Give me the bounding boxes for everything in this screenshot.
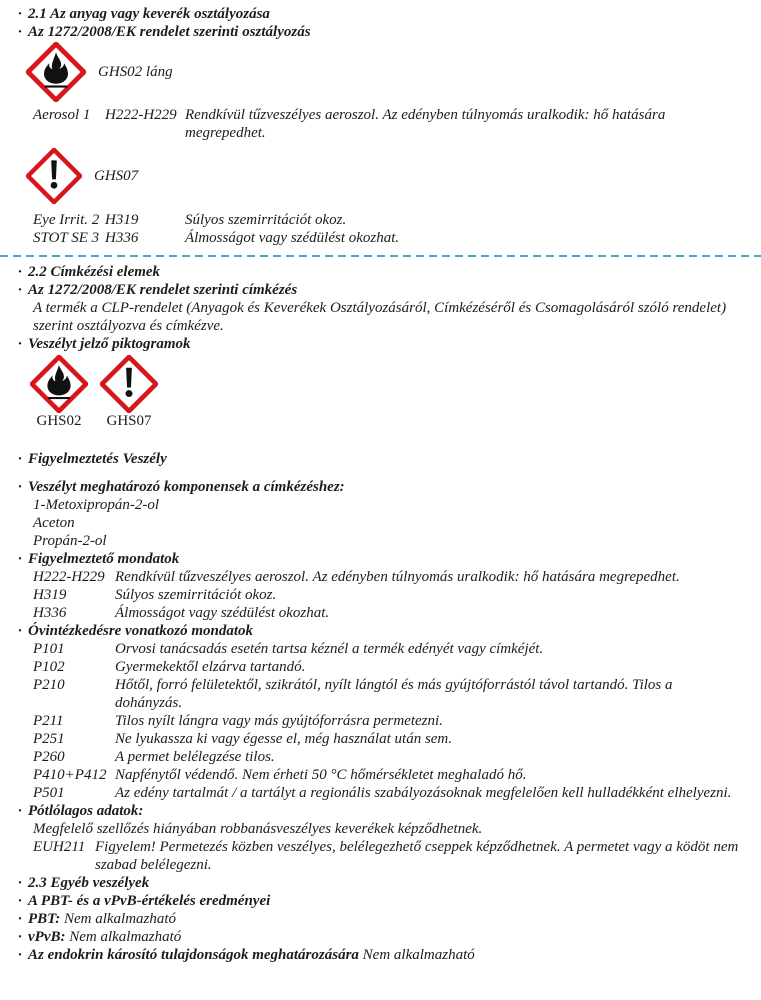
classification-row-aerosol — [33, 106, 743, 142]
hazard-class: Eye Irrit. 2 — [33, 212, 100, 228]
component-item: Aceton — [33, 515, 75, 531]
hazard-class: STOT SE 3 — [33, 230, 100, 246]
ghs02-pictogram-line — [26, 42, 743, 102]
bullet: · — [18, 947, 22, 963]
statement-text: A permet belélegzése tilos. — [115, 749, 275, 765]
additional-data-heading-text: Pótlólagos adatok: — [28, 803, 144, 819]
ghs07-pictogram-line — [26, 148, 743, 204]
components-heading-text: Veszélyt meghatározó komponensek a címkézéshez: — [28, 479, 345, 495]
statement-code: P251 — [33, 731, 65, 747]
statement-code: EUH211 — [33, 839, 86, 855]
statement-code: H222-H229 — [33, 569, 105, 585]
hazard-statements-heading — [20, 550, 743, 568]
classification-subtitle: Az 1272/2008/EK rendelet szerinti osztályozás — [28, 24, 311, 40]
ghs07-exclamation-pictogram-icon — [100, 355, 158, 413]
statement-text: Figyelem! Permetezés közben veszélyes, belélegezhető cseppek képződhetnek. A permetet vagy a ködöt nem szabad belélegezni. — [95, 839, 739, 873]
precaution-row — [33, 640, 743, 658]
pbt-vpvb-heading-text: A PBT- és a vPvB-értékelés eredményei — [28, 893, 271, 909]
ghs07-pictogram-label: GHS07 — [94, 168, 139, 184]
section-2-3-title: 2.3 Egyéb veszélyek — [28, 875, 150, 891]
classification-row-stot — [33, 229, 743, 247]
statement-text: Hőtől, forró felületektől, szikrától, nyílt lángtól és más gyújtóforrástól távol tartandó. Tilos a dohányzás. — [115, 677, 673, 711]
bullet: · — [18, 282, 22, 298]
hazard-statement-row — [33, 604, 743, 622]
statement-code: P410+P412 — [33, 767, 107, 783]
labeling-subheading — [20, 281, 743, 299]
statement-text: Súlyos szemirritációt okoz. — [115, 587, 277, 603]
statement-code: P102 — [33, 659, 65, 675]
statement-code: P260 — [33, 749, 65, 765]
labeling-paragraph: A termék a CLP-rendelet (Anyagok és Keverékek Osztályozásáról, Címkézéséről és Csomagolásáról szóló rendelet) szerint osztályozva és címkézve. — [33, 300, 727, 334]
bullet: · — [18, 6, 22, 22]
section-2-3-heading — [20, 874, 743, 892]
bullet: · — [18, 451, 22, 467]
statement-text: Ne lyukassza ki vagy égesse el, még használat után sem. — [115, 731, 453, 747]
statement-text: Tilos nyílt lángra vagy más gyújtóforrásra permetezni. — [115, 713, 443, 729]
hazard-statement-row — [33, 586, 743, 604]
section-2-2-heading — [20, 263, 743, 281]
ghs02-caption: GHS02 — [36, 413, 82, 429]
endocrine-value: Nem alkalmazható — [362, 947, 475, 963]
ghs02-flame-pictogram-icon — [26, 42, 86, 102]
statement-text: Az edény tartalmát / a tartályt a regionális szabályozásoknak megfelelően kell hulladékként elhelyezni. — [115, 785, 732, 801]
ghs02-flame-pictogram-icon — [30, 355, 88, 413]
hazard-statement-row — [33, 568, 743, 586]
hazard-class: Aerosol 1 — [33, 107, 91, 123]
bullet: · — [18, 893, 22, 909]
ghs02-pictogram-label: GHS02 láng — [98, 64, 173, 80]
dashed-section-separator — [0, 255, 761, 257]
statement-text: Gyermekektől elzárva tartandó. — [115, 659, 306, 675]
bullet: · — [18, 264, 22, 280]
components-heading — [20, 478, 743, 496]
bullet: · — [18, 551, 22, 567]
hazard-code: H336 — [105, 230, 139, 246]
statement-text: Orvosi tanácsadás esetén tartsa kéznél a termék edényét vagy címkéjét. — [115, 641, 544, 657]
statement-code: P501 — [33, 785, 65, 801]
statement-code: P210 — [33, 677, 65, 693]
pictograms-subtitle: Veszélyt jelző piktogramok — [28, 336, 191, 352]
component-item: Propán-2-ol — [33, 533, 107, 549]
precaution-statements-heading — [20, 622, 743, 640]
bullet: · — [18, 875, 22, 891]
statement-code: H319 — [33, 587, 67, 603]
hazard-text: Álmosságot vagy szédülést okozhat. — [185, 230, 400, 246]
precaution-row — [33, 784, 743, 802]
classification-subheading — [20, 23, 743, 41]
precaution-row — [33, 676, 743, 712]
signal-word-line — [20, 450, 743, 468]
hazard-text: Rendkívül tűzveszélyes aeroszol. Az edényben túlnyomás uralkodik: hő hatására megrepedhet. — [185, 107, 666, 141]
section-2-1-title: 2.1 Az anyag vagy keverék osztályozása — [28, 6, 270, 22]
ghs07-exclamation-pictogram-icon — [26, 148, 82, 204]
statement-code: P101 — [33, 641, 65, 657]
statement-text: Rendkívül tűzveszélyes aeroszol. Az edényben túlnyomás uralkodik: hő hatására megrepedhet. — [115, 569, 680, 585]
additional-data-text: Megfelelő szellőzés hiányában robbanásveszélyes keverékek képződhetnek. — [33, 821, 483, 837]
statement-text: Napfénytől védendő. Nem érheti 50 °C hőmérsékletet meghaladó hő. — [115, 767, 527, 783]
bullet: · — [18, 803, 22, 819]
additional-data-heading — [20, 802, 743, 820]
ghs07-caption: GHS07 — [106, 413, 152, 429]
signal-word-label: Figyelmeztetés — [28, 451, 119, 467]
bullet: · — [18, 911, 22, 927]
bullet: · — [18, 24, 22, 40]
pbt-vpvb-heading — [20, 892, 743, 910]
statement-code: P211 — [33, 713, 64, 729]
pictograms-subheading — [20, 335, 743, 353]
precaution-statements-heading-text: Óvintézkedésre vonatkozó mondatok — [28, 623, 253, 639]
labeling-subtitle: Az 1272/2008/EK rendelet szerinti címkézés — [28, 282, 298, 298]
section-2-2-title: 2.2 Címkézési elemek — [28, 264, 161, 280]
classification-row-eye-irrit — [33, 211, 743, 229]
vpvb-value: Nem alkalmazható — [69, 929, 182, 945]
precaution-row — [33, 730, 743, 748]
bullet: · — [18, 336, 22, 352]
hazard-statements-heading-text: Figyelmeztető mondatok — [28, 551, 180, 567]
signal-word-value: Veszély — [122, 451, 167, 467]
component-item: 1-Metoxipropán-2-ol — [33, 497, 160, 513]
pbt-result-line — [20, 910, 743, 928]
vpvb-result-line — [20, 928, 743, 946]
hazard-code: H319 — [105, 212, 139, 228]
statement-text: Álmosságot vagy szédülést okozhat. — [115, 605, 330, 621]
euh-statement-row — [33, 838, 743, 874]
bullet: · — [18, 623, 22, 639]
statement-code: H336 — [33, 605, 67, 621]
vpvb-label: vPvB: — [28, 929, 66, 945]
precaution-row — [33, 658, 743, 676]
pbt-value: Nem alkalmazható — [63, 911, 177, 927]
ghs07-label-pictogram — [98, 355, 160, 430]
section-2-1-heading — [20, 5, 743, 23]
bullet: · — [18, 479, 22, 495]
precaution-row — [33, 766, 743, 784]
endocrine-result-line — [20, 946, 743, 964]
hazard-code: H222-H229 — [105, 107, 177, 123]
ghs07-block — [20, 148, 743, 247]
precaution-row — [33, 748, 743, 766]
endocrine-label: Az endokrin károsító tulajdonságok meghatározására — [28, 947, 359, 963]
hazard-text: Súlyos szemirritációt okoz. — [185, 212, 347, 228]
pbt-label: PBT: — [28, 911, 61, 927]
ghs02-label-pictogram — [28, 355, 90, 430]
label-pictogram-pair — [28, 355, 743, 430]
precaution-row — [33, 712, 743, 730]
bullet: · — [18, 929, 22, 945]
